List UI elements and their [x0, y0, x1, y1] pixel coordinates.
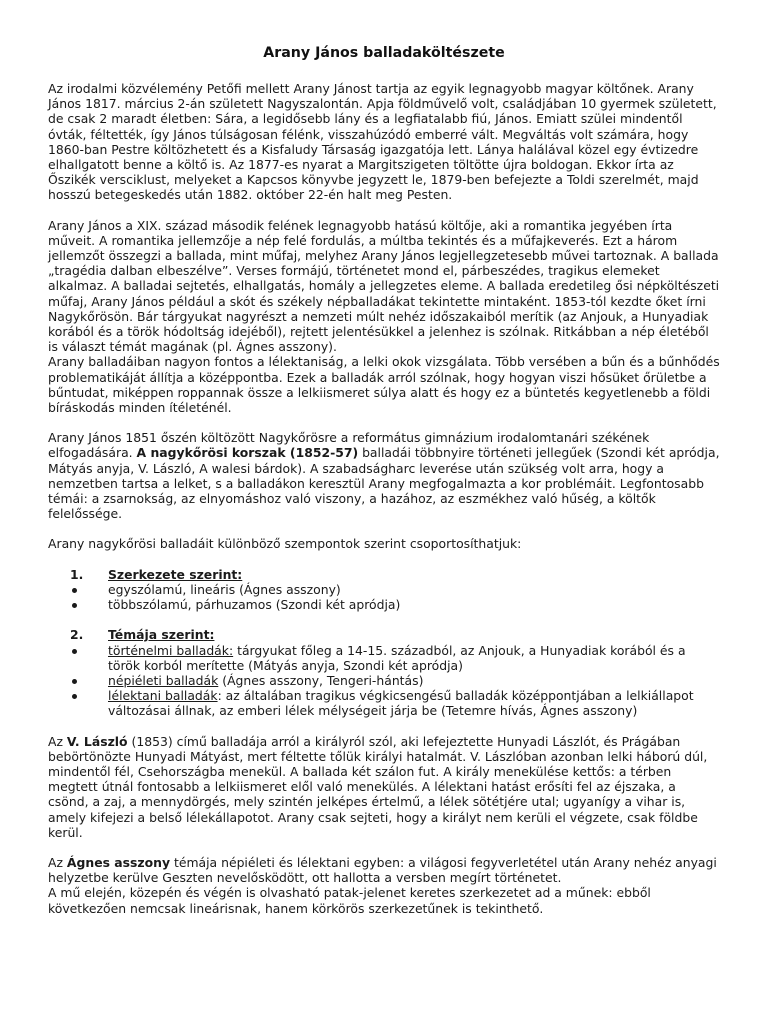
paragraph-nagykoros [48, 430, 720, 521]
list-item [48, 582, 720, 597]
paragraph-v-laszlo [48, 734, 720, 840]
list-item-term: népiéleti balladák [108, 672, 219, 688]
bullet-list [48, 582, 720, 612]
paragraph-biography: Az irodalmi közvélemény Petőfi mellett Arany Jánost tartja az egyik legnagyobb magyar költőnek. Arany János 1817. március 2-án született Nagyszalontán. Apja földművelő volt, családjában 10 gyermek született, de csak 2 maradt életben: Sára, a legidősebb lány és a legfiatalabb fiú, János. Emiatt szülei mindentől óvták, féltették, így János túlságosan félénk, visszahúzódó emberré vált. Megváltás volt számára, hogy 1860-ban Pestre költözhetett és a Kisfaludy Társaság igazgatója lett. Lánya halálával közel egy évtizedre elhallgatott benne a költő is. Az 1877-es nyarat a Margitszigeten töltötte újra boldogan. Ekkor írta az Őszikék versciklust, melyeket a Kapcsos könyvbe jegyzett le, 1879-ben befejezte a Toldi szerelmét, majd hosszú betegeskedés után 1882. október 22-én halt meg Pesten. [48, 81, 717, 203]
list-item-text: többszólamú, párhuzamos (Szondi két apródja) [108, 597, 401, 613]
bullet-icon [72, 588, 77, 593]
ballad-title-bold: Ágnes asszony [66, 854, 171, 870]
list-item [48, 688, 720, 718]
list-number: 2. [70, 627, 84, 643]
list-item-text: : az általában tragikus végkicsengésű balladák középpontjában a lelkiállapot változásai állnak, az emberi lélek mélységeit járja be (Tetemre hívás, Ágnes asszony) [108, 688, 694, 719]
list-structure [48, 567, 720, 613]
paragraph-romanticism: Arany János a XIX. század második felének legnagyobb hatású költője, aki a romantika jegyében írta műveit. A romantika jellemzője a nép felé fordulás, a múltba tekintés és a műfajkeverés. Ezt a három jellemzőt összegzi a ballada, mint műfaj, melyhez Arany János legjellegzetesebb művei tartoznak. A ballada „tragédia dalban elbeszélve”. Verses formájú, történetet mond el, párbeszédes, tragikus elemeket alkalmaz. A balladai sejtetés, elhallgatás, homály a jellegzetes eleme. A ballada eredetileg ősi népköltészeti műfaj, Arany János például a skót és székely népballadákat tekintette mintaként. 1853-tól kezdte őket írni Nagykőrösön. Bár tárgyukat nagyrészt a nemzeti múlt nehéz időszakaiból merítik (az Anjouk, a Hunyadiak korából és a török hódoltság idejéből), rejtett jelentésükkel a jelenhez is szólnak. Ritkábban a nép életéből is választ témát magának (pl. Ágnes asszony). [48, 217, 720, 355]
list-number: 1. [70, 566, 84, 582]
paragraph-nagykoros-text-a: Arany János 1851 őszén költözött Nagykőrösre a református gimnázium irodalomtanári székének elfogadására. [48, 430, 650, 461]
paragraph-agnes [48, 855, 720, 885]
bullet-icon [72, 603, 77, 608]
list-heading-text: Szerkezete szerint: [108, 566, 243, 582]
list-item-text: tárgyukat főleg a 14-15. századból, az Anjouk, a Hunyadiak korából és a török korból merítette (Mátyás anyja, Szondi két apródja) [108, 642, 686, 673]
paragraph-text-b: témája népiéleti és lélektani egyben: a világosi fegyverletétel után Arany nehéz anyagi helyzetbe kerülve Geszten nevelősködött, ott hallotta a versben megírt történetet. [48, 854, 717, 886]
list-item [48, 673, 720, 688]
paragraph-grouping-intro: Arany nagykőrösi balladáit különböző szempontok szerint csoportosíthatjuk: [48, 536, 522, 552]
paragraph-text-b: (1853) című balladája arról a királyról szól, aki lefejeztette Hunyadi Lászlót, és Prágában bebörtönözte Hunyadi Mátyást, mert féltette tőlük királyi hatalmát. V. Lászlóban azonban lelki háború dúl, mindentől fél, Csehországba menekül. A ballada két szálon fut. A király menekülése kettős: a térben megtett útnál fontosabb a lelkiismeret elől való menekülés. A lélektani hatást erősíti fel az éjszaka, a csönd, a zaj, a mennydörgés, mely szintén jelképes értelmű, a lélek sötétjére utal; ugyanígy a vihar is, amely kifejezi a belső lélekállapotot. Arany csak sejteti, hogy a királyt nem kerüli el végzete, csak földbe kerül. [48, 733, 708, 840]
paragraph-nagykoros-text-b: balladái többnyire történeti jellegűek (Szondi két apródja, Mátyás anyja, V. László, A walesi bárdok). A szabadságharc leverése után szükség volt arra, hogy a nemzetben tartsa a lelket, s a balladákon keresztül Arany megfogalmazta a kor problémáit. Legfontosabb témái: a zsarnokság, az elnyomáshoz való viszony, a hazához, az eszmékhez való hűség, a költők felelőssége. [48, 445, 720, 522]
bullet-list [48, 643, 720, 719]
list-structure-heading [48, 567, 720, 582]
bullet-icon [72, 694, 77, 699]
paragraph-structure: A mű elején, közepén és végén is olvasható patak-jelenet keretes szerkezetet ad a műnek: ebből következően nemcsak lineárisnak, hanem körkörös szerkezetűnek is tekinthető. [48, 885, 651, 916]
list-item-term: lélektani balladák [108, 688, 218, 704]
document-title: Arany János balladaköltészete [263, 45, 505, 61]
list-heading-text: Témája szerint: [108, 627, 215, 643]
nagykoros-period-bold: A nagykőrösi korszak (1852-57) [136, 445, 359, 461]
list-item-text: (Ágnes asszony, Tengeri-hántás) [218, 672, 424, 688]
list-item-text: egyszólamú, lineáris (Ágnes asszony) [108, 581, 341, 597]
bullet-icon [72, 679, 77, 684]
list-theme-heading [48, 627, 720, 642]
list-theme [48, 627, 720, 718]
list-item-term: történelmi balladák: [108, 642, 234, 658]
list-item [48, 597, 720, 612]
paragraph-text-a: Az [48, 854, 67, 870]
ballad-title-bold: V. László [66, 733, 128, 749]
bullet-icon [72, 649, 77, 654]
paragraph-psychology: Arany balladáiban nagyon fontos a lélektaniság, a lelki okok vizsgálata. Több versében a bűn és a bűnhődés problematikáját állítja a középpontba. Ezek a balladák arról szólnak, hogy hogyan viszi hősüket őrületbe a bűntudat, miképpen roppannak össze a lelkiismeret súlya alatt és hogy ez a büntetés kegyetlenebb a földi bíráskodás minden ítéleténél. [48, 354, 720, 416]
paragraph-text-a: Az [48, 733, 67, 749]
list-item [48, 643, 720, 673]
